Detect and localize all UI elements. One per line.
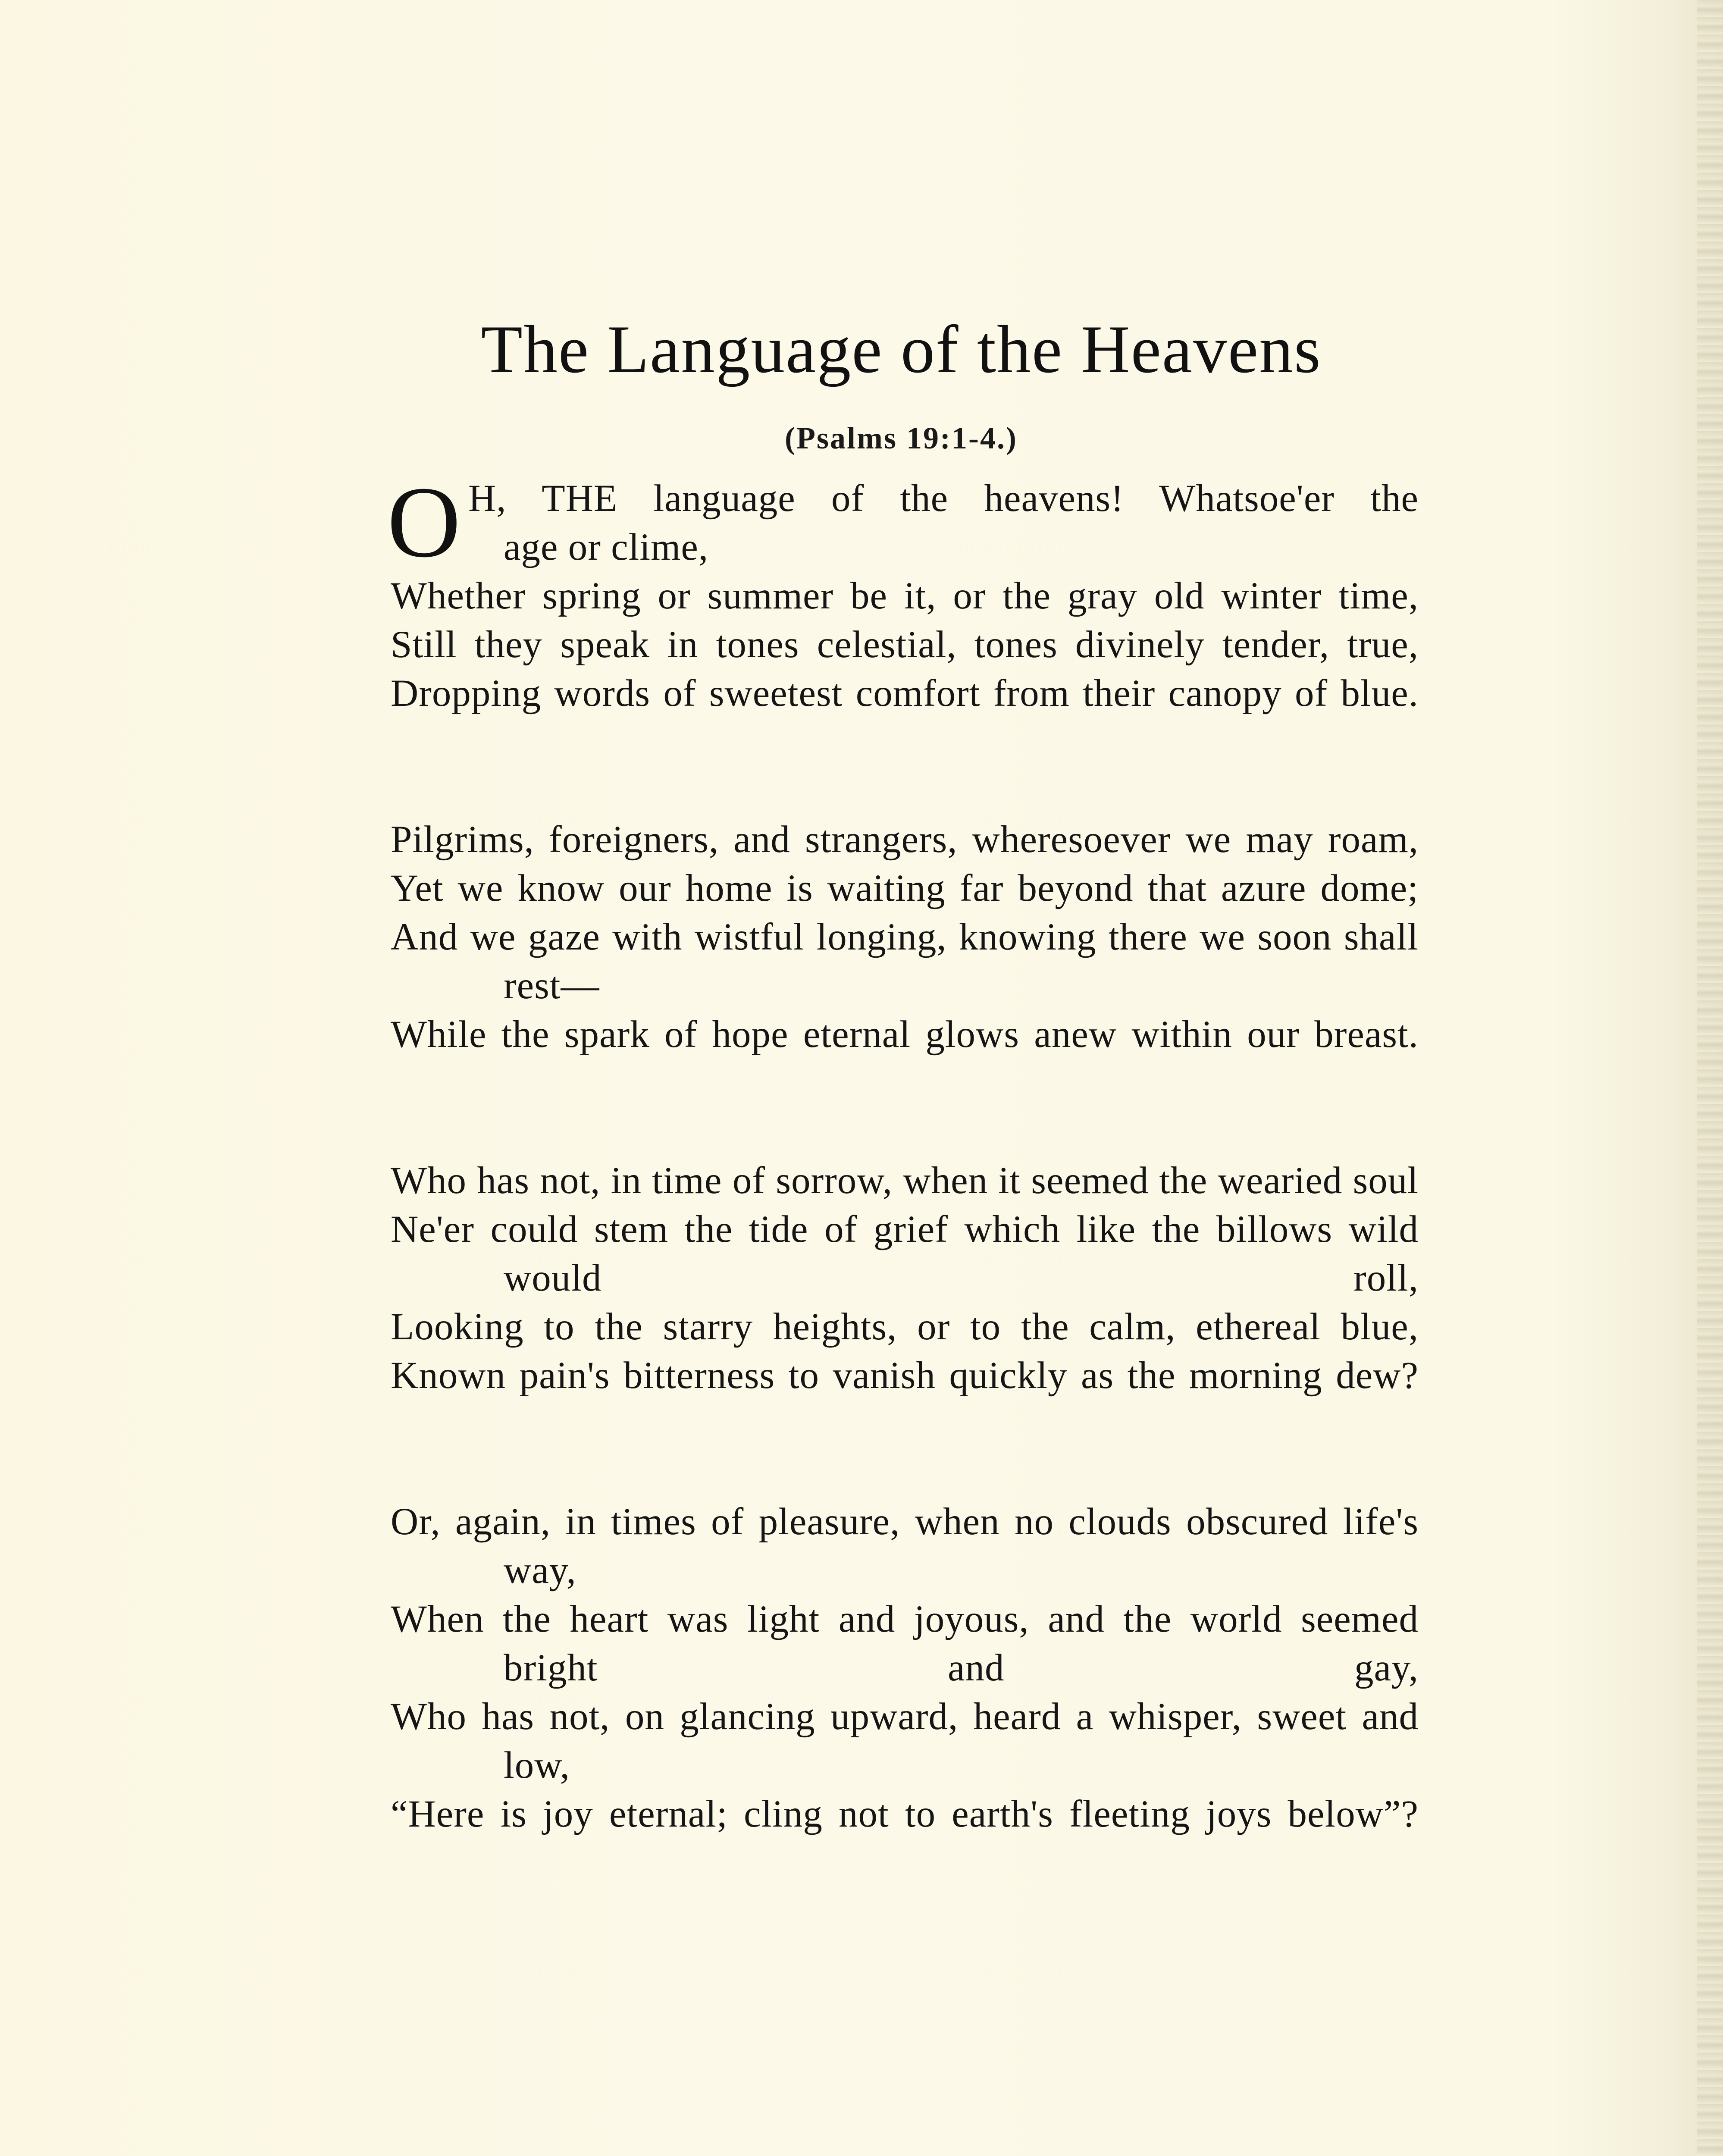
scripture-reference: (Psalms 19:1-4.) [785, 421, 1018, 455]
poem-line: Or, again, in times of pleasure, when no clouds obscured life's way, [391, 1501, 1419, 1592]
poem-line: Yet we know our home is waiting far beyond that azure dome; [391, 867, 1419, 909]
poem-line: Who has not, in time of sorrow, when it seemed the wearied soul [391, 1159, 1419, 1202]
drop-cap: O [387, 466, 461, 579]
poem-line: Ne'er could stem the tide of grief which like the billows wild would roll, [391, 1208, 1419, 1299]
poem-body [387, 466, 1419, 1839]
poem-title: The Language of the Heavens [481, 312, 1322, 387]
poem-line: Known pain's bitterness to vanish quickly as the morning dew? [391, 1354, 1419, 1397]
poem-line: Dropping words of sweetest comfort from their canopy of blue. [391, 672, 1419, 714]
poem-line: When the heart was light and joyous, and the world seemed bright and gay, [391, 1598, 1419, 1689]
poem-line: While the spark of hope eternal glows anew within our breast. [391, 1013, 1419, 1056]
first-line [387, 466, 1419, 579]
poem-line: Who has not, on glancing upward, heard a whisper, sweet and low, [391, 1695, 1419, 1786]
first-line-continuation: age or clime, [504, 526, 709, 568]
poem-line: “Here is joy eternal; cling not to earth's fleeting joys below”? [391, 1793, 1419, 1835]
poem-line: Pilgrims, foreigners, and strangers, wheresoever we may roam, [391, 818, 1419, 861]
poem-line: Looking to the starry heights, or to the calm, ethereal blue, [391, 1306, 1419, 1348]
poem-line: Still they speak in tones celestial, tones divinely tender, true, [391, 624, 1419, 666]
first-line-text: H, THE language of the heavens! Whatsoe'er the [468, 477, 1419, 520]
stanza [391, 815, 1419, 1059]
poem-line: Whether spring or summer be it, or the gray old winter time, [391, 575, 1419, 617]
poem-line: And we gaze with wistful longing, knowing there we soon shall rest— [391, 916, 1419, 1007]
stanza [391, 1498, 1419, 1839]
stanza [387, 466, 1419, 718]
stanza [391, 1156, 1419, 1400]
